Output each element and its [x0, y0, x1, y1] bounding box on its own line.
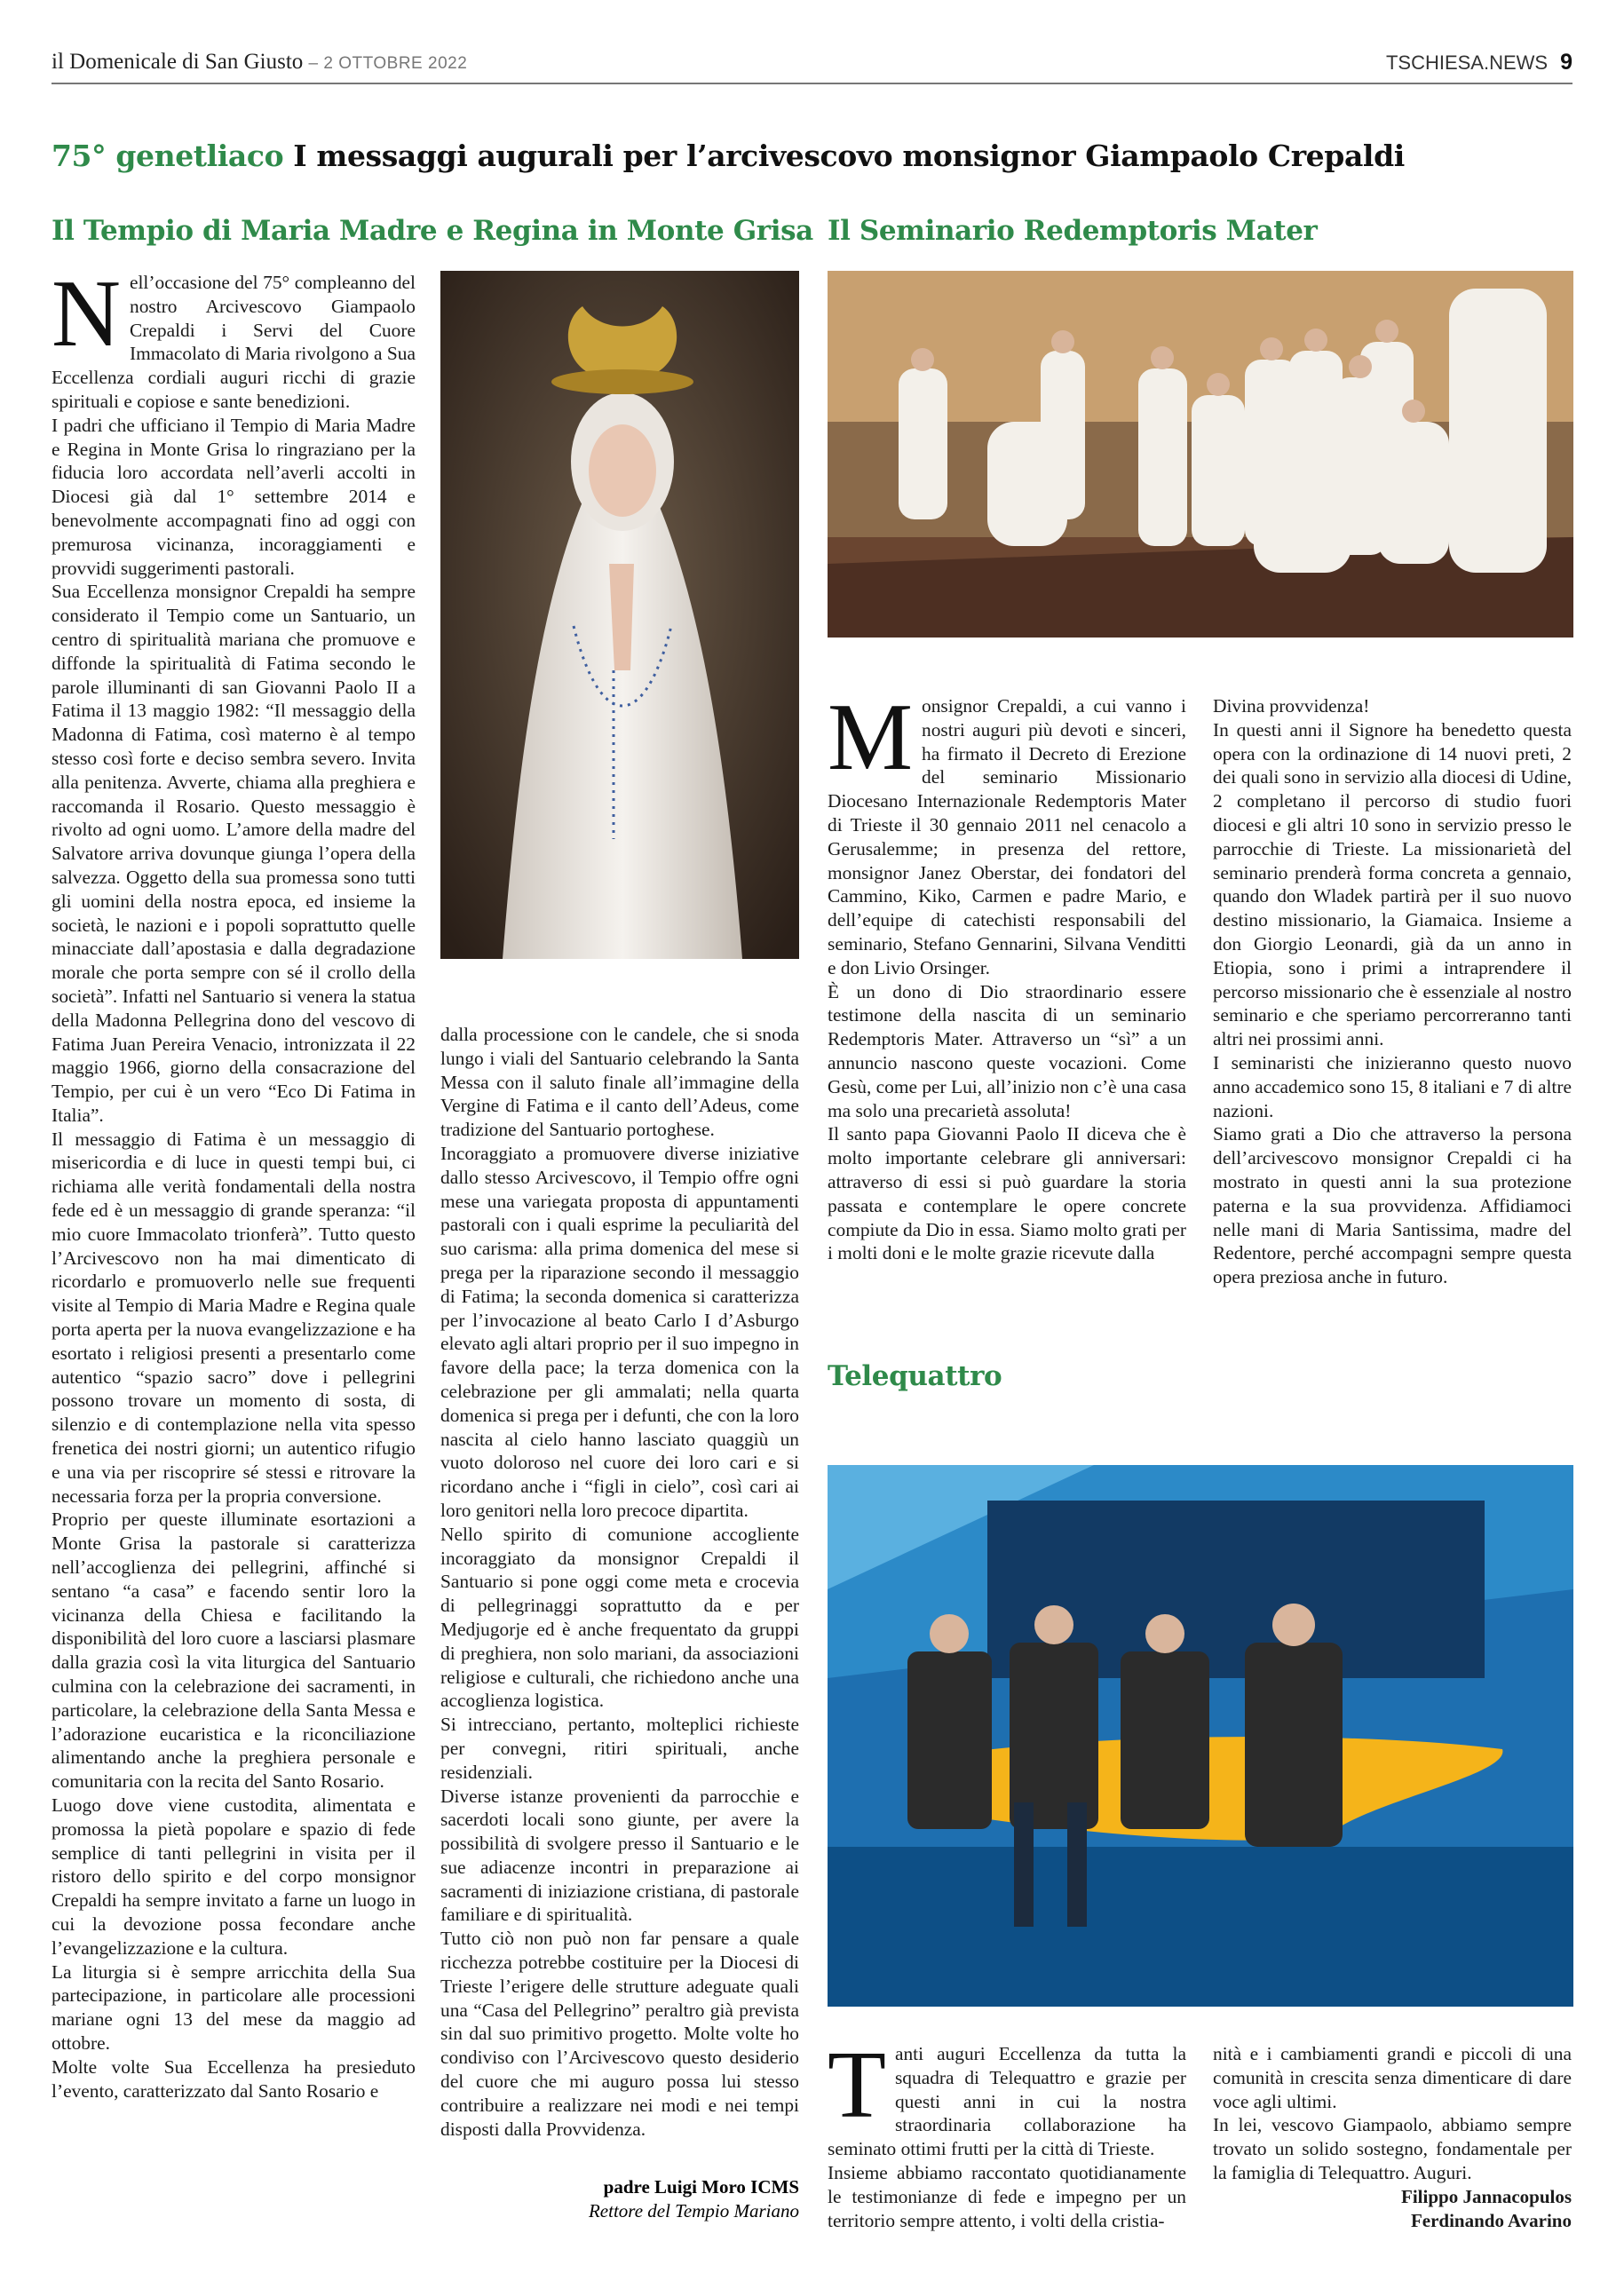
paragraph: Diverse istanze provenienti da parrocchie e sacerdoti locali sono giunte, per avere la possibilità di svolgere presso il Santuario e le sue adiacenze incontri in preparazione ai sacramenti di iniziazione cristiana, di pastorale familiare e di spiritualità. [440, 1785, 799, 1926]
tv-studio-image [828, 1465, 1573, 2007]
signature-role: Rettore del Tempio Mariano [588, 2200, 799, 2222]
madonna-statue-photo [440, 271, 799, 959]
signature-name-1: Filippo Jannacopulos [1401, 2185, 1572, 2207]
left-article-title: Il Tempio di Maria Madre e Regina in Monte Grisa [51, 215, 813, 247]
paragraph: anti auguri Eccellenza da tutta la squadra di Telequattro e grazie per questi anni in cui la nostra straordinaria collaborazione ha seminato ottimi frutti per la città di Trieste. [828, 2043, 1186, 2160]
left-article-col2 [440, 1023, 799, 2141]
paragraph: ell’occasione del 75° compleanno del nostro Arcivescovo Giampaolo Crepaldi i Servi del Cuore Immacolato di Maria rivolgono a Sua Eccellenza cordiali auguri ricchi di grazie spirituali e copiose e sante benedizioni. [51, 272, 416, 412]
paragraph: Si intrecciano, pertanto, molteplici richieste per convegni, ritiri spirituali, anche residenziali. [440, 1714, 799, 1783]
paragraph: Incoraggiato a promuovere diverse iniziative dallo stesso Arcivescovo, il Tempio offre ogni mese una variegata proposta di appuntamenti pastorali con i quali esprime la peculiarità del suo carisma: alla prima domenica del mese si prega per la riparazione secondo il messaggio di Fatima; la seconda domenica si caratterizza per l’invocazione al beato Carlo I d’Asburgo elevato agli altari proprio per il suo impegno in favore della pace; la terza domenica con la celebrazione per gli ammalati; nella quarta domenica si prega per i defunti, che con la loro nascita al cielo hanno lasciato quaggiù un vuoto doloroso nel cuore dei loro cari e si ricordano anche i “figli in cielo”, così cari ai loro genitori nella loro precoce dipartita. [440, 1142, 799, 1521]
dropcap-t: T [828, 2032, 886, 2138]
paragraph: nità e i cambiamenti grandi e piccoli di una comunità in crescita senza dimenticare di dare voce agli ultimi. [1213, 2043, 1572, 2112]
signature-name: padre Luigi Moro ICMS [603, 2176, 799, 2198]
paragraph: In lei, vescovo Giampaolo, abbiamo sempre trovato un solido sostegno, fondamentale per la famiglia di Telequattro. Auguri. [1213, 2114, 1572, 2183]
issue-date: – 2 OTTOBRE 2022 [308, 54, 468, 73]
paragraph: Divina provvidenza! [1213, 695, 1370, 717]
paragraph: Molte volte Sua Eccellenza ha presieduto l’evento, caratterizzato dal Santo Rosario e [51, 2055, 416, 2102]
telequattro-signatures [1213, 2185, 1572, 2233]
left-article-signature [440, 2175, 799, 2223]
newspaper-masthead [51, 50, 467, 75]
seminary-ordination-photo [828, 271, 1573, 638]
telequattro-article-col1 [828, 2032, 1186, 2232]
telequattro-article-title: Telequattro [828, 1360, 1002, 1392]
paragraph: Tutto ciò non può non far pensare a quale ricchezza potrebbe costituire per la Diocesi di Trieste l’erigere delle strutture adeguate quali una “Casa del Pellegrino” peraltro già prevista sin dal suo primitivo progetto. Molte volte ho condiviso con l’Arcivescovo questo desiderio del cuore che mi auguro possa lui stesso contribuire a realizzare nei modi e nei tempi disposti dalla Provvidenza. [440, 1928, 799, 2140]
madonna-statue-image [440, 271, 799, 959]
page-title [51, 139, 1405, 173]
paragraph: Siamo grati a Dio che attraverso la persona dell’arcivescovo monsignor Crepaldi ci ha mostrato in questi anni la sua protezione paterna e la sua provvidenza. Affidiamoci nelle mani di Maria Santissima, madre del Redentore, perché accompagni sempre questa opera preziosa anche in futuro. [1213, 1123, 1572, 1288]
page-header-right [1386, 50, 1573, 75]
paragraph: Insieme abbiamo raccontato quotidianamente le testimonianze di fede e impegno per un territorio sempre attento, i volti della cristia- [828, 2161, 1186, 2231]
paragraph: La liturgia si è sempre arricchita della Sua partecipazione, in particolare alle processioni mariane ogni 13 del mese da maggio ad ottobre. [51, 1960, 416, 2054]
telequattro-article-col2 [1213, 2042, 1572, 2233]
paragraph: onsignor Crepaldi, a cui vanno i nostri auguri più devoti e sinceri, ha firmato il Decreto di Erezione del seminario Missionario Diocesano Internazionale Redemptoris Mater di Trieste il 30 gennaio 2011 nel cenacolo a Gerusalemme; in presenza del rettore, monsignor Janez Oberstar, dei fondatori del Cammino, Kiko, Carmen e padre Mario, e dell’equipe di catechisti responsabili del seminario, Stefano Gennarini, Silvana Venditti e don Livio Orsinger. [828, 695, 1186, 978]
telequattro-studio-photo [828, 1465, 1573, 2007]
paragraph: Il santo papa Giovanni Paolo II diceva che è molto importante celebrare gli anniversari: attraverso di essi si può guardare la storia passata e contemplare le opere concrete compiute da Dio in essa. Siamo molto grati per i molti doni e le molte grazie ricevute dalla [828, 1123, 1186, 1264]
dropcap-n: N [51, 261, 121, 367]
paragraph: Luogo dove viene custodita, alimentata e promossa la pietà popolare e spazio di fede semplice di tanti pellegrini in visita per il ristoro dello spirito e del corpo monsignor Crepaldi ha sempre invitato a farne un luogo in cui la devozione possa fecondare anche l’evangelizzazione e la cultura. [51, 1794, 416, 1959]
paragraph: Nello spirito di comunione accogliente incoraggiato da monsignor Crepaldi il Santuario si pone oggi come meta e crocevia di pellegrinaggi soprattutto da e per Medjugorje ed è anche frequentato da gruppi di preghiera, non solo mariani, da associazioni religiose e culturali, che richiedono anche una accoglienza logistica. [440, 1523, 799, 1712]
seminary-article-title: Il Seminario Redemptoris Mater [828, 215, 1318, 247]
signature-name-2: Ferdinando Avarino [1410, 2209, 1572, 2231]
left-article-col1 [51, 261, 416, 2103]
paragraph: I seminaristi che inizieranno questo nuovo anno accademico sono 15, 8 italiani e 7 di altre nazioni. [1213, 1051, 1572, 1121]
paragraph: Sua Eccellenza monsignor Crepaldi ha sempre considerato il Tempio come un Santuario, un centro di spiritualità mariana che promuove e diffonde la spiritualità di Fatima secondo le parole illuminanti di san Giovanni Paolo II a Fatima il 13 maggio 1982: “Il messaggio della Madonna di Fatima, così materno è al tempo stesso così forte e deciso sembra severo. Invita alla penitenza. Avverte, chiama alla preghiera e raccomanda il Rosario. Questo messaggio è rivolto ad ogni uomo. L’amore della madre del Salvatore arriva dovunque giunga l’opera della salvezza. Oggetto della sua promessa sono tutti gli uomini della nostra epoca, ed insieme la società, le nazioni e i popoli soprattutto quelle minacciate dall’apostasia e dalla degradazione morale che porta sempre con sé il crollo della società”. Infatti nel Santuario si venera la statua della Madonna Pellegrina dono del vescovo di Fatima Juan Pereira Venacio, intronizzata il 22 maggio 1966, giorno della consacrazione del Tempio, per cui è un vero “Eco Di Fatima in Italia”. [51, 581, 416, 1126]
seminary-article-col1 [828, 685, 1186, 1265]
page-number: 9 [1560, 50, 1573, 75]
paragraph: È un dono di Dio straordinario essere testimone della nascita di un seminario Redemptoris Mater. Attraverso un “sì” a un annuncio nascono queste vocazioni. Come Gesù, come per Lui, all’inizio non c’è una casa ma solo una precarietà assoluta! [828, 980, 1186, 1121]
newspaper-name: il Domenicale di San Giusto [51, 50, 304, 74]
ordination-ceremony-image [828, 271, 1573, 638]
seminary-article-col2 [1213, 694, 1572, 1289]
title-tag-word: genetliaco [115, 139, 284, 173]
paragraph: I padri che ufficiano il Tempio di Maria Madre e Regina in Monte Grisa lo ringraziano per la fiducia loro accordata nell’averli accolti in Diocesi già dal 1° settembre 2014 e benevolmente accompagnati fino ad oggi con premurosa vicinanza, incoraggiamenti e provvidi suggerimenti pastorali. [51, 414, 416, 579]
paragraph: Il messaggio di Fatima è un messaggio di misericordia e di luce in questi tempi bui, ci richiama alle verità fondamentali della nostra fede ed è un messaggio di grande speranza: “il mio cuore Immacolato trionferà”. Tutto questo l’Arcivescovo non ha mai dimenticato di ricordarlo e promuoverlo nelle sue frequenti visite al Tempio di Maria Madre e Regina quale porta aperta per la nuova evangelizzazione e ha esortato i religiosi presenti a presentarlo come autentico “spazio sacro” dove i pellegrini possono trovare un momento di sosta, di silenzio e di contemplazione nella vita spesso frenetica dei nostri giorni; un autentico rifugio e una via per riscoprire sé stessi e ritrovare la necessaria forza per la propria conversione. [51, 1128, 416, 1507]
dropcap-m: M [828, 685, 914, 790]
paragraph: dalla processione con le candele, che si snoda lungo i viali del Santuario celebrando la Santa Messa con il saluto finale all’immagine della Vergine di Fatima e il canto dell’Adeus, come tradizione del Santuario portoghese. [440, 1024, 799, 1141]
title-text: I messaggi augurali per l’arcivescovo monsignor Giampaolo Crepaldi [293, 139, 1405, 173]
paragraph: In questi anni il Signore ha benedetto questa opera con la ordinazione di 14 nuovi preti, 2 dei quali sono in servizio alla diocesi di Udine, 2 completano il percorso di studio fuori diocesi e gli altri 10 sono in servizio presso le parrocchie di Trieste. La missionarietà del seminario prenderà forma concreta a gennaio, quando don Wladek partirà per il suo nuovo destino missionario, la Giamaica. Insieme a don Giorgio Leonardi, già da un anno in Etiopia, sono i primi a intraprendere il percorso missionario che è essenziale al nostro seminario e che speriamo percorreranno tanti altri nei prossimi anni. [1213, 718, 1572, 1050]
site-name: TSCHIESA.NEWS [1385, 51, 1549, 74]
header-rule [51, 83, 1573, 84]
title-tag [51, 139, 283, 173]
title-tag-number: 75° [51, 139, 107, 173]
paragraph: Proprio per queste illuminate esortazioni a Monte Grisa la pastorale si caratterizza nell’accoglienza dei pellegrini, affinché si sentano “a casa” e facendo sentir loro la vicinanza della Chiesa e facilitando la disponibilità del loro cuore a lasciarsi plasmare dalla grazia così la vita liturgica del Santuario culmina con la celebrazione dei sacramenti, in particolare, la celebrazione della Santa Messa e l’adorazione eucaristica e la riconciliazione alimentando anche la preghiera personale e comunitaria con la recita del Santo Rosario. [51, 1509, 416, 1793]
